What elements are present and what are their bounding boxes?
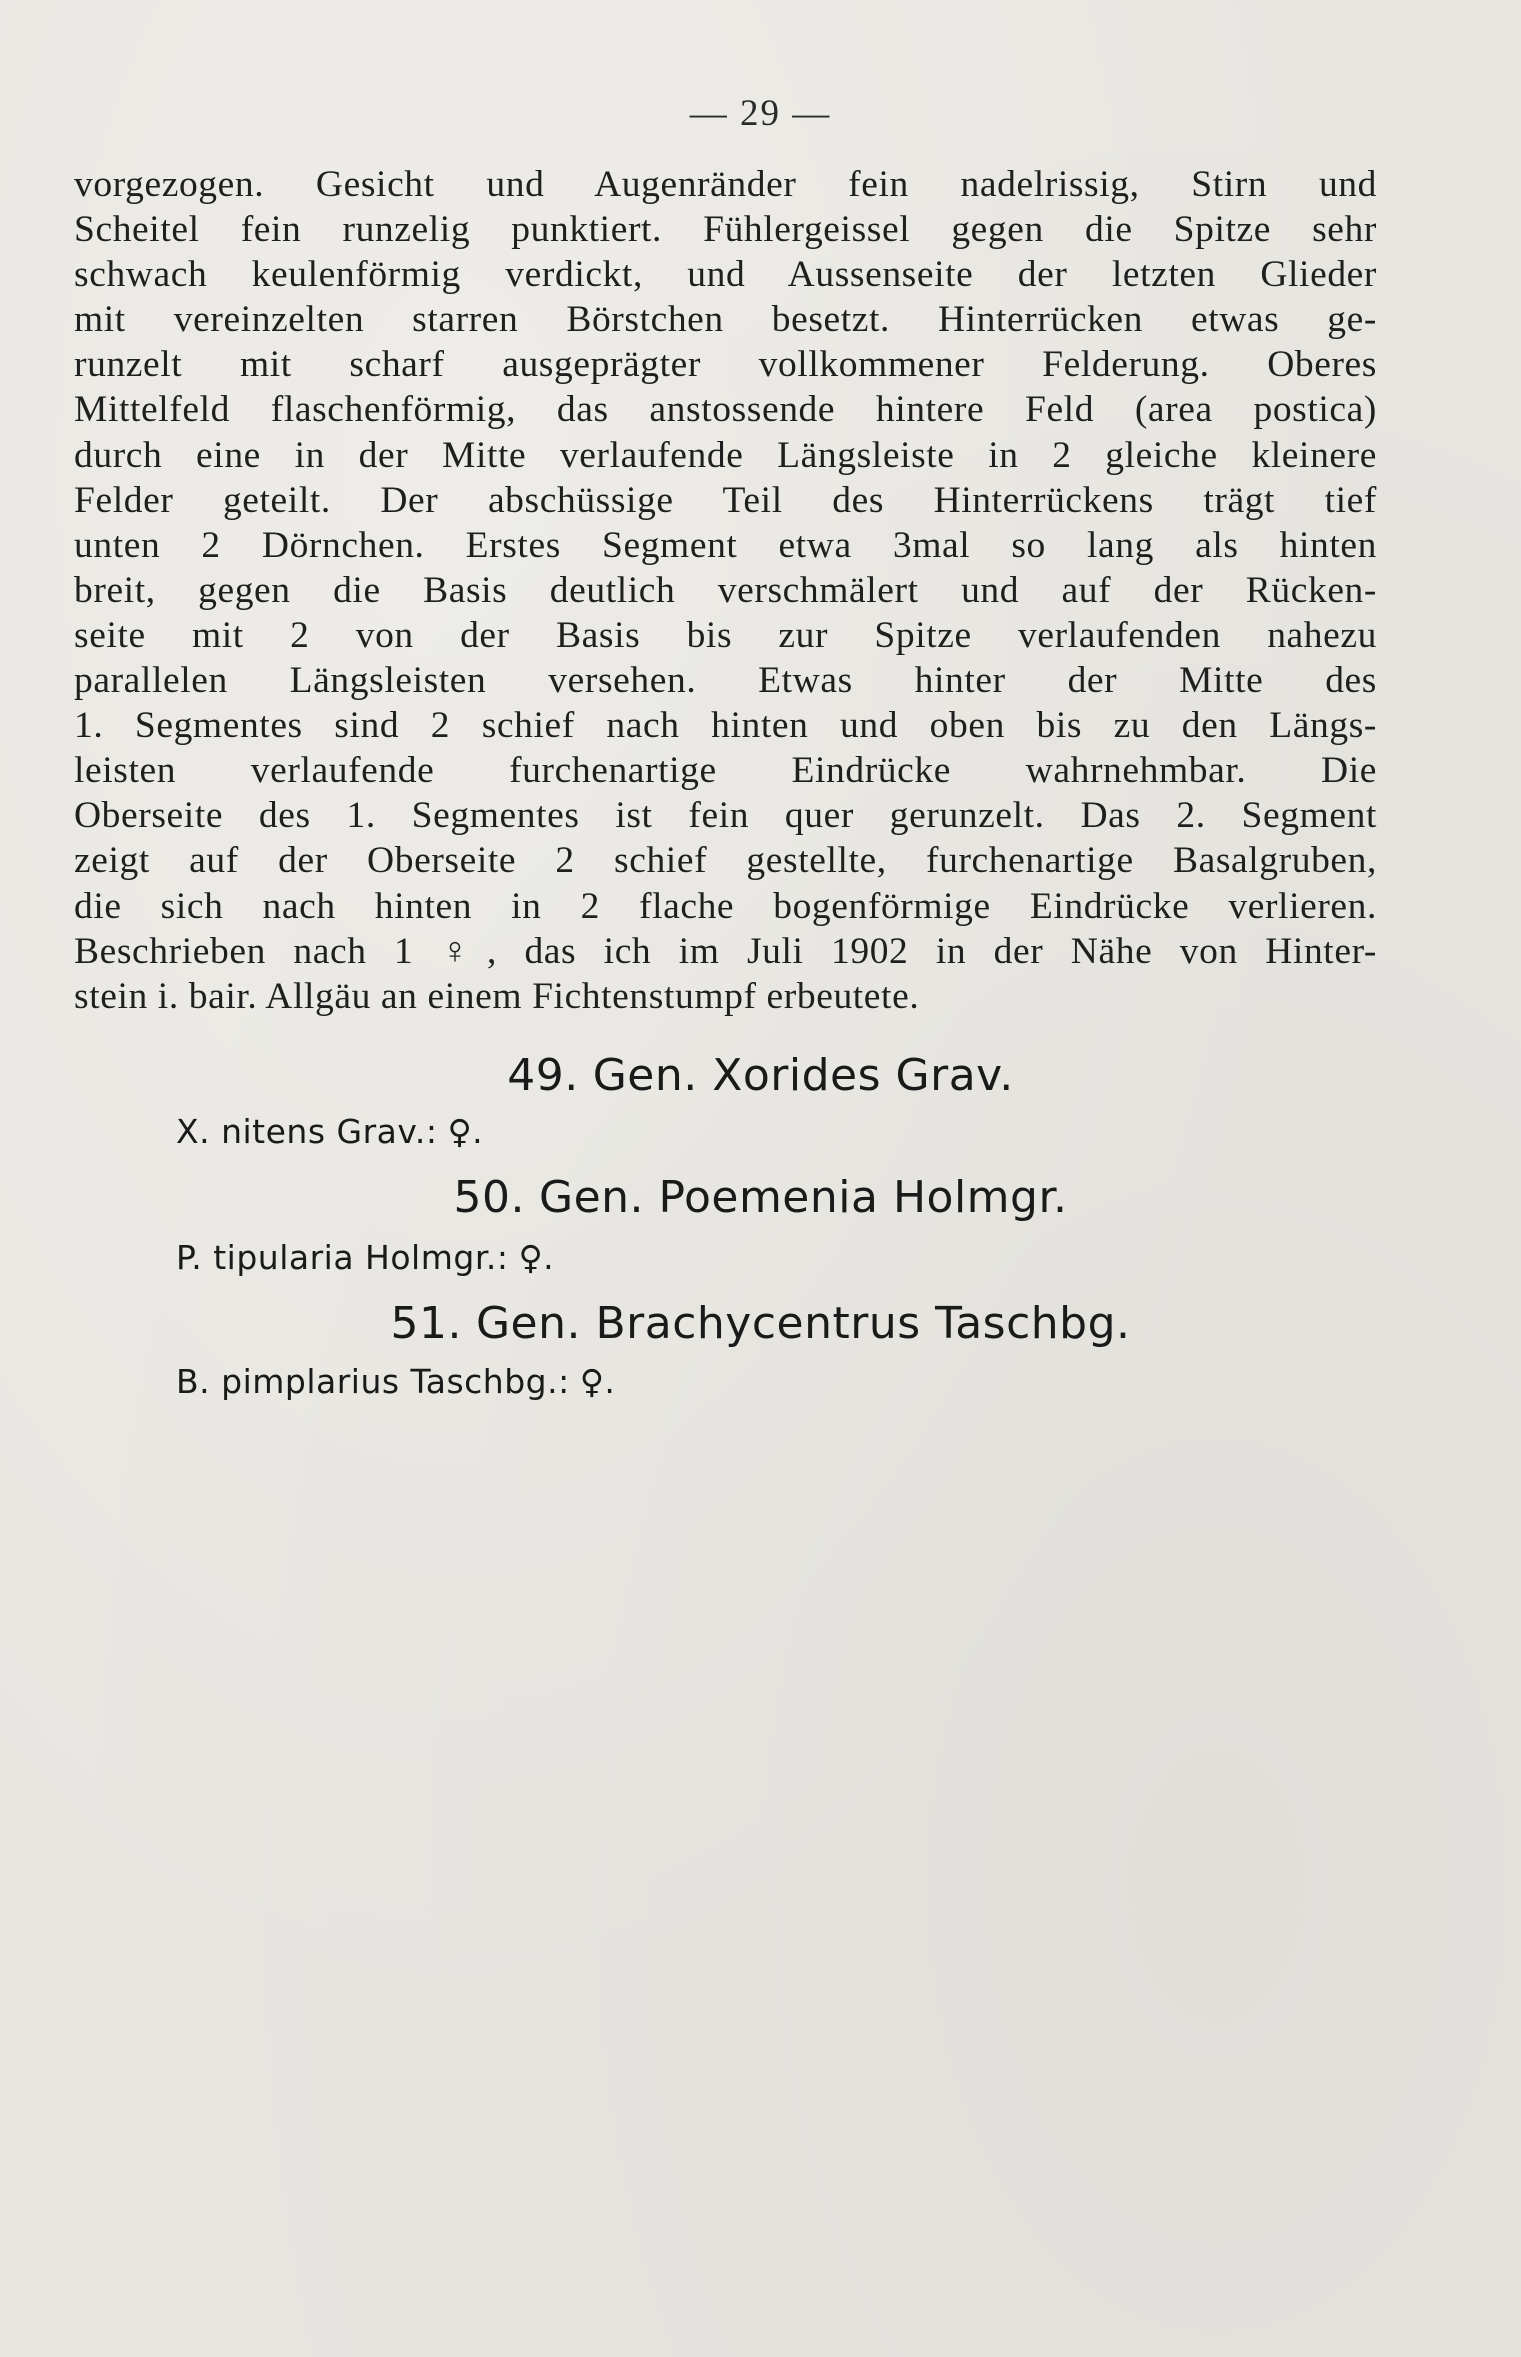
body-paragraph bbox=[74, 162, 1377, 1019]
species-name: P. tipularia Holmgr.: bbox=[176, 1238, 509, 1277]
text-line: vorgezogen. Gesicht und Augenränder fein nadelrissig, Stirn und bbox=[74, 164, 1377, 205]
genus-number: 51. bbox=[390, 1298, 462, 1349]
genus-name: Gen. Poemenia Holmgr. bbox=[538, 1172, 1068, 1223]
text-line: Felder geteilt. Der abschüssige Teil des Hinterrückens trägt tief bbox=[74, 479, 1377, 521]
female-symbol: ♀. bbox=[518, 1238, 555, 1277]
text-line: die sich nach hinten in 2 flache bogenförmige Eindrücke verlieren. bbox=[74, 885, 1377, 927]
text-line: runzelt mit scharf ausgeprägter vollkommener Felderung. Oberes bbox=[74, 344, 1377, 386]
text-line: Scheitel fein runzelig punktiert. Fühlergeissel gegen die Spitze sehr bbox=[74, 209, 1377, 251]
page-number: — 29 — bbox=[689, 93, 832, 134]
genus-name: Gen. Brachycentrus Taschbg. bbox=[475, 1298, 1131, 1349]
text-line: parallelen Längsleisten versehen. Etwas hinter der Mitte des bbox=[74, 660, 1377, 702]
female-symbol: ♀. bbox=[447, 1112, 484, 1151]
species-entry bbox=[176, 1238, 554, 1277]
species-entry bbox=[176, 1112, 483, 1151]
text-line: zeigt auf der Oberseite 2 schief gestellte, furchenartige Basalgruben, bbox=[74, 840, 1377, 882]
species-name: B. pimplarius Taschbg.: bbox=[176, 1362, 570, 1401]
genus-name: Gen. Xorides Grav. bbox=[592, 1050, 1014, 1101]
female-symbol: ♀. bbox=[579, 1362, 616, 1401]
text-line: unten 2 Dörnchen. Erstes Segment etwa 3mal so lang als hinten bbox=[74, 524, 1377, 566]
genus-number: 49. bbox=[507, 1050, 579, 1101]
text-line: durch eine in der Mitte verlaufende Längsleiste in 2 gleiche kleinere bbox=[74, 434, 1377, 476]
species-name: X. nitens Grav.: bbox=[176, 1112, 438, 1151]
text-line: stein i. bair. Allgäu an einem Fichtenstumpf erbeutete. bbox=[74, 975, 920, 1017]
text-line: leisten verlaufende furchenartige Eindrücke wahrnehmbar. Die bbox=[74, 750, 1377, 792]
text-line: Beschrieben nach 1 ♀, das ich im Juli 1902 in der Nähe von Hinter- bbox=[74, 930, 1377, 972]
genus-heading bbox=[0, 1050, 1521, 1101]
text-line: Oberseite des 1. Segmentes ist fein quer gerunzelt. Das 2. Segment bbox=[74, 795, 1377, 837]
text-line: 1. Segmentes sind 2 schief nach hinten und oben bis zu den Längs- bbox=[74, 705, 1377, 747]
text-line: breit, gegen die Basis deutlich verschmälert und auf der Rücken- bbox=[74, 569, 1377, 611]
genus-heading bbox=[0, 1298, 1521, 1349]
text-line: Mittelfeld flaschenförmig, das anstossende hintere Feld (area postica) bbox=[74, 389, 1377, 431]
species-entry bbox=[176, 1362, 615, 1401]
text-line: seite mit 2 von der Basis bis zur Spitze verlaufenden nahezu bbox=[74, 614, 1377, 656]
genus-number: 50. bbox=[453, 1172, 525, 1223]
genus-heading bbox=[0, 1172, 1521, 1223]
text-line: schwach keulenförmig verdickt, und Aussenseite der letzten Glieder bbox=[74, 254, 1377, 296]
text-line: mit vereinzelten starren Börstchen besetzt. Hinterrücken etwas ge- bbox=[74, 299, 1377, 341]
